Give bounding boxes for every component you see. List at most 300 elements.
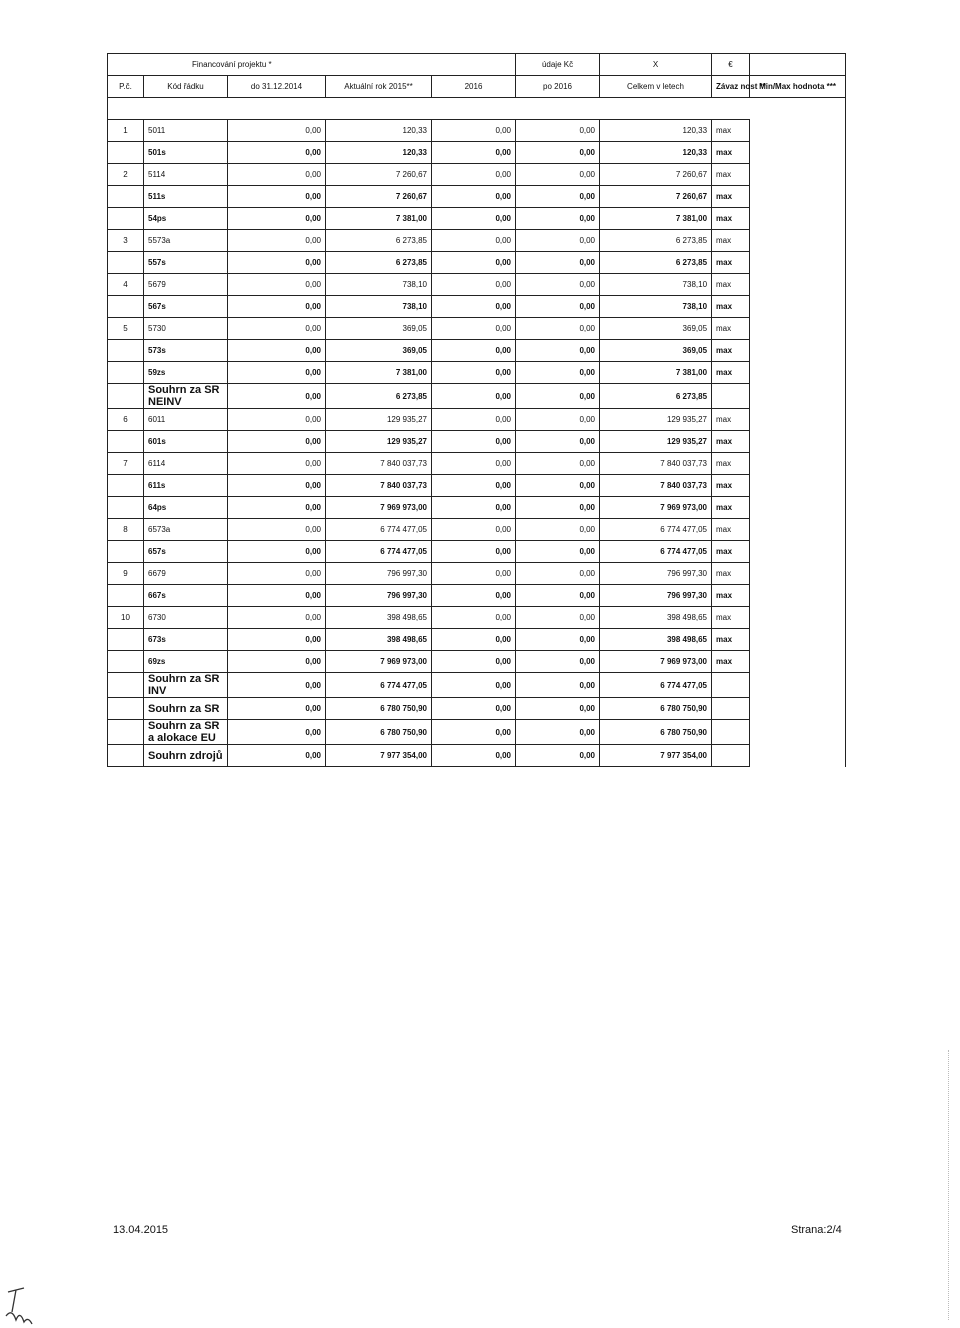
cell-po2016: 0,00 — [516, 208, 600, 230]
cell-do2014: 0,00 — [228, 629, 326, 651]
cell-minmax — [712, 698, 750, 720]
cell-pc — [108, 497, 144, 519]
cell-po2016: 0,00 — [516, 296, 600, 318]
cell-rok2015: 129 935,27 — [326, 431, 432, 453]
cell-celkem: 796 997,30 — [600, 585, 712, 607]
table-row — [108, 274, 846, 296]
cell-pc — [108, 629, 144, 651]
cell-po2016: 0,00 — [516, 120, 600, 142]
cell-kod: Souhrn zdrojů — [144, 745, 228, 767]
cell-kod: 69zs — [144, 651, 228, 673]
cell-pc: 8 — [108, 519, 144, 541]
cell-celkem: 7 840 037,73 — [600, 453, 712, 475]
scan-edge-line — [948, 1050, 950, 1320]
udaje-label: údaje Kč — [516, 54, 600, 76]
cell-celkem: 738,10 — [600, 296, 712, 318]
cell-po2016: 0,00 — [516, 340, 600, 362]
cell-pc — [108, 541, 144, 563]
cell-kod: 5011 — [144, 120, 228, 142]
table-row — [108, 296, 846, 318]
cell-do2014: 0,00 — [228, 497, 326, 519]
cell-blank — [750, 497, 846, 519]
cell-rok2015: 398 498,65 — [326, 607, 432, 629]
cell-r2016: 0,00 — [432, 745, 516, 767]
cell-celkem: 369,05 — [600, 318, 712, 340]
euro-label: € — [712, 54, 750, 76]
table-row — [108, 318, 846, 340]
cell-rok2015: 6 273,85 — [326, 252, 432, 274]
cell-r2016: 0,00 — [432, 296, 516, 318]
cell-blank — [750, 720, 846, 745]
cell-r2016: 0,00 — [432, 563, 516, 585]
cell-do2014: 0,00 — [228, 252, 326, 274]
cell-kod: Souhrn za SR NEINV — [144, 384, 228, 409]
cell-rok2015: 796 997,30 — [326, 563, 432, 585]
cell-blank — [750, 274, 846, 296]
cell-do2014: 0,00 — [228, 431, 326, 453]
cell-kod: 59zs — [144, 362, 228, 384]
table-row — [108, 362, 846, 384]
cell-rok2015: 7 969 973,00 — [326, 651, 432, 673]
table-row — [108, 164, 846, 186]
cell-pc: 1 — [108, 120, 144, 142]
table-row — [108, 431, 846, 453]
cell-kod: 5573a — [144, 230, 228, 252]
cell-pc — [108, 186, 144, 208]
col-kod: Kód řádku — [144, 76, 228, 98]
signature-mark — [2, 1286, 34, 1326]
cell-r2016: 0,00 — [432, 651, 516, 673]
cell-rok2015: 7 381,00 — [326, 208, 432, 230]
cell-r2016: 0,00 — [432, 362, 516, 384]
cell-minmax — [712, 745, 750, 767]
cell-rok2015: 796 997,30 — [326, 585, 432, 607]
cell-blank — [750, 384, 846, 409]
cell-blank — [750, 585, 846, 607]
cell-do2014: 0,00 — [228, 230, 326, 252]
table-row — [108, 698, 846, 720]
table-row — [108, 409, 846, 431]
col-2015: Aktuální rok 2015** — [326, 76, 432, 98]
cell-kod: 6679 — [144, 563, 228, 585]
cell-do2014: 0,00 — [228, 296, 326, 318]
cell-r2016: 0,00 — [432, 585, 516, 607]
table-row — [108, 252, 846, 274]
cell-pc — [108, 698, 144, 720]
cell-do2014: 0,00 — [228, 453, 326, 475]
cell-kod: 5730 — [144, 318, 228, 340]
cell-po2016: 0,00 — [516, 453, 600, 475]
cell-minmax: max — [712, 274, 750, 296]
cell-rok2015: 6 273,85 — [326, 230, 432, 252]
table-row — [108, 186, 846, 208]
cell-kod: 657s — [144, 541, 228, 563]
cell-r2016: 0,00 — [432, 186, 516, 208]
cell-po2016: 0,00 — [516, 673, 600, 698]
col-celkem: Celkem v letech — [600, 76, 712, 98]
cell-rok2015: 7 381,00 — [326, 362, 432, 384]
cell-blank — [750, 164, 846, 186]
cell-po2016: 0,00 — [516, 629, 600, 651]
cell-pc: 5 — [108, 318, 144, 340]
cell-po2016: 0,00 — [516, 745, 600, 767]
cell-po2016: 0,00 — [516, 720, 600, 745]
cell-blank — [750, 651, 846, 673]
cell-po2016: 0,00 — [516, 607, 600, 629]
cell-minmax: max — [712, 186, 750, 208]
cell-blank — [750, 607, 846, 629]
cell-minmax: max — [712, 519, 750, 541]
cell-kod: 567s — [144, 296, 228, 318]
cell-po2016: 0,00 — [516, 585, 600, 607]
cell-po2016: 0,00 — [516, 186, 600, 208]
cell-rok2015: 7 840 037,73 — [326, 475, 432, 497]
cell-minmax: max — [712, 629, 750, 651]
table-row — [108, 142, 846, 164]
cell-pc: 7 — [108, 453, 144, 475]
cell-do2014: 0,00 — [228, 186, 326, 208]
cell-celkem: 6 780 750,90 — [600, 720, 712, 745]
cell-minmax: max — [712, 409, 750, 431]
cell-blank — [750, 208, 846, 230]
cell-kod: 6114 — [144, 453, 228, 475]
cell-pc — [108, 431, 144, 453]
cell-do2014: 0,00 — [228, 720, 326, 745]
col-minmax: Min/Max hodnota *** — [750, 76, 846, 98]
cell-celkem: 6 774 477,05 — [600, 673, 712, 698]
cell-minmax: max — [712, 142, 750, 164]
cell-celkem: 7 381,00 — [600, 208, 712, 230]
cell-do2014: 0,00 — [228, 563, 326, 585]
column-header-row — [108, 76, 846, 98]
table-row — [108, 629, 846, 651]
page-title: Financování projektu * — [108, 54, 516, 76]
cell-r2016: 0,00 — [432, 541, 516, 563]
table-row — [108, 607, 846, 629]
cell-kod: 6011 — [144, 409, 228, 431]
cell-minmax: max — [712, 164, 750, 186]
cell-blank — [750, 673, 846, 698]
cell-r2016: 0,00 — [432, 230, 516, 252]
cell-celkem: 796 997,30 — [600, 563, 712, 585]
cell-pc — [108, 142, 144, 164]
cell-r2016: 0,00 — [432, 252, 516, 274]
footer-page-number: Strana:2/4 — [791, 1224, 842, 1236]
cell-blank — [750, 362, 846, 384]
table-row — [108, 453, 846, 475]
cell-pc — [108, 362, 144, 384]
cell-do2014: 0,00 — [228, 142, 326, 164]
cell-pc: 3 — [108, 230, 144, 252]
cell-pc — [108, 252, 144, 274]
cell-rok2015: 120,33 — [326, 120, 432, 142]
cell-r2016: 0,00 — [432, 519, 516, 541]
cell-pc — [108, 340, 144, 362]
cell-do2014: 0,00 — [228, 585, 326, 607]
cell-rok2015: 369,05 — [326, 340, 432, 362]
cell-minmax: max — [712, 585, 750, 607]
cell-r2016: 0,00 — [432, 431, 516, 453]
cell-celkem: 6 273,85 — [600, 384, 712, 409]
cell-blank — [750, 120, 846, 142]
cell-minmax: max — [712, 318, 750, 340]
col-pc: P.č. — [108, 76, 144, 98]
financing-sheet — [107, 53, 845, 767]
cell-pc: 6 — [108, 409, 144, 431]
cell-celkem: 369,05 — [600, 340, 712, 362]
cell-do2014: 0,00 — [228, 698, 326, 720]
cell-pc — [108, 745, 144, 767]
cell-po2016: 0,00 — [516, 142, 600, 164]
cell-celkem: 129 935,27 — [600, 409, 712, 431]
cell-rok2015: 7 260,67 — [326, 164, 432, 186]
cell-celkem: 129 935,27 — [600, 431, 712, 453]
table-row — [108, 745, 846, 767]
cell-pc — [108, 673, 144, 698]
cell-blank — [750, 340, 846, 362]
cell-rok2015: 6 273,85 — [326, 384, 432, 409]
cell-do2014: 0,00 — [228, 475, 326, 497]
cell-pc — [108, 651, 144, 673]
cell-do2014: 0,00 — [228, 120, 326, 142]
cell-r2016: 0,00 — [432, 607, 516, 629]
cell-kod: Souhrn za SR INV — [144, 673, 228, 698]
cell-blank — [750, 142, 846, 164]
cell-kod: 601s — [144, 431, 228, 453]
cell-minmax: max — [712, 651, 750, 673]
cell-kod: 6573a — [144, 519, 228, 541]
cell-blank — [750, 318, 846, 340]
cell-minmax: max — [712, 475, 750, 497]
col-do2014: do 31.12.2014 — [228, 76, 326, 98]
cell-do2014: 0,00 — [228, 384, 326, 409]
cell-minmax: max — [712, 208, 750, 230]
cell-r2016: 0,00 — [432, 164, 516, 186]
cell-kod: 511s — [144, 186, 228, 208]
cell-po2016: 0,00 — [516, 362, 600, 384]
table-row — [108, 673, 846, 698]
cell-rok2015: 129 935,27 — [326, 409, 432, 431]
cell-rok2015: 7 260,67 — [326, 186, 432, 208]
cell-celkem: 7 969 973,00 — [600, 651, 712, 673]
cell-rok2015: 369,05 — [326, 318, 432, 340]
cell-minmax: max — [712, 497, 750, 519]
gap-row — [108, 98, 846, 120]
table-row — [108, 541, 846, 563]
cell-r2016: 0,00 — [432, 698, 516, 720]
cell-po2016: 0,00 — [516, 431, 600, 453]
cell-blank — [750, 431, 846, 453]
cell-do2014: 0,00 — [228, 607, 326, 629]
cell-blank — [750, 230, 846, 252]
table-row — [108, 585, 846, 607]
cell-r2016: 0,00 — [432, 475, 516, 497]
cell-blank — [750, 745, 846, 767]
cell-celkem: 7 977 354,00 — [600, 745, 712, 767]
cell-rok2015: 738,10 — [326, 296, 432, 318]
cell-rok2015: 7 977 354,00 — [326, 745, 432, 767]
cell-blank — [750, 475, 846, 497]
cell-kod: 501s — [144, 142, 228, 164]
table-row — [108, 497, 846, 519]
cell-minmax: max — [712, 252, 750, 274]
cell-po2016: 0,00 — [516, 409, 600, 431]
table-row — [108, 519, 846, 541]
cell-celkem: 6 273,85 — [600, 230, 712, 252]
cell-blank — [750, 409, 846, 431]
cell-r2016: 0,00 — [432, 120, 516, 142]
cell-pc: 9 — [108, 563, 144, 585]
cell-do2014: 0,00 — [228, 651, 326, 673]
cell-rok2015: 6 780 750,90 — [326, 720, 432, 745]
cell-minmax: max — [712, 541, 750, 563]
cell-po2016: 0,00 — [516, 318, 600, 340]
cell-r2016: 0,00 — [432, 673, 516, 698]
cell-minmax: max — [712, 431, 750, 453]
cell-minmax: max — [712, 230, 750, 252]
cell-blank — [750, 563, 846, 585]
cell-kod: 611s — [144, 475, 228, 497]
cell-r2016: 0,00 — [432, 142, 516, 164]
cell-blank — [750, 698, 846, 720]
cell-r2016: 0,00 — [432, 340, 516, 362]
cell-minmax — [712, 673, 750, 698]
cell-r2016: 0,00 — [432, 453, 516, 475]
table-row — [108, 651, 846, 673]
blank-cell — [750, 54, 846, 76]
udaje-mark: X — [600, 54, 712, 76]
cell-blank — [750, 629, 846, 651]
cell-celkem: 6 774 477,05 — [600, 541, 712, 563]
cell-kod: 5679 — [144, 274, 228, 296]
cell-celkem: 6 273,85 — [600, 252, 712, 274]
cell-minmax: max — [712, 607, 750, 629]
table-row — [108, 384, 846, 409]
col-2016: 2016 — [432, 76, 516, 98]
cell-pc — [108, 720, 144, 745]
cell-rok2015: 6 780 750,90 — [326, 698, 432, 720]
cell-r2016: 0,00 — [432, 208, 516, 230]
cell-celkem: 7 840 037,73 — [600, 475, 712, 497]
cell-minmax: max — [712, 296, 750, 318]
cell-rok2015: 6 774 477,05 — [326, 673, 432, 698]
cell-r2016: 0,00 — [432, 274, 516, 296]
cell-pc: 2 — [108, 164, 144, 186]
cell-celkem: 120,33 — [600, 120, 712, 142]
cell-pc — [108, 384, 144, 409]
cell-po2016: 0,00 — [516, 651, 600, 673]
cell-kod: 54ps — [144, 208, 228, 230]
cell-pc: 4 — [108, 274, 144, 296]
cell-po2016: 0,00 — [516, 384, 600, 409]
cell-minmax — [712, 720, 750, 745]
cell-r2016: 0,00 — [432, 629, 516, 651]
cell-minmax — [712, 384, 750, 409]
cell-do2014: 0,00 — [228, 362, 326, 384]
cell-blank — [750, 453, 846, 475]
cell-po2016: 0,00 — [516, 497, 600, 519]
cell-kod: 6730 — [144, 607, 228, 629]
cell-rok2015: 738,10 — [326, 274, 432, 296]
cell-minmax: max — [712, 453, 750, 475]
cell-kod: 557s — [144, 252, 228, 274]
cell-celkem: 7 260,67 — [600, 164, 712, 186]
cell-do2014: 0,00 — [228, 318, 326, 340]
cell-pc: 10 — [108, 607, 144, 629]
cell-minmax: max — [712, 362, 750, 384]
cell-do2014: 0,00 — [228, 208, 326, 230]
cell-minmax: max — [712, 563, 750, 585]
table-row — [108, 230, 846, 252]
cell-blank — [750, 186, 846, 208]
cell-kod: 673s — [144, 629, 228, 651]
cell-r2016: 0,00 — [432, 720, 516, 745]
cell-celkem: 738,10 — [600, 274, 712, 296]
cell-minmax: max — [712, 340, 750, 362]
cell-po2016: 0,00 — [516, 563, 600, 585]
cell-do2014: 0,00 — [228, 673, 326, 698]
cell-rok2015: 120,33 — [326, 142, 432, 164]
cell-po2016: 0,00 — [516, 698, 600, 720]
cell-rok2015: 6 774 477,05 — [326, 519, 432, 541]
cell-blank — [750, 541, 846, 563]
cell-r2016: 0,00 — [432, 318, 516, 340]
cell-r2016: 0,00 — [432, 497, 516, 519]
cell-celkem: 6 780 750,90 — [600, 698, 712, 720]
table-row — [108, 563, 846, 585]
table-row — [108, 208, 846, 230]
cell-r2016: 0,00 — [432, 384, 516, 409]
cell-do2014: 0,00 — [228, 541, 326, 563]
cell-rok2015: 7 840 037,73 — [326, 453, 432, 475]
cell-rok2015: 6 774 477,05 — [326, 541, 432, 563]
cell-po2016: 0,00 — [516, 252, 600, 274]
cell-po2016: 0,00 — [516, 475, 600, 497]
cell-celkem: 120,33 — [600, 142, 712, 164]
cell-r2016: 0,00 — [432, 409, 516, 431]
cell-minmax: max — [712, 120, 750, 142]
title-row — [108, 54, 846, 76]
cell-do2014: 0,00 — [228, 745, 326, 767]
cell-pc — [108, 296, 144, 318]
table-row — [108, 720, 846, 745]
cell-do2014: 0,00 — [228, 519, 326, 541]
cell-rok2015: 7 969 973,00 — [326, 497, 432, 519]
table-row — [108, 340, 846, 362]
col-zavaznost: Závaz nost ** — [712, 76, 750, 98]
cell-celkem: 7 381,00 — [600, 362, 712, 384]
cell-kod: 64ps — [144, 497, 228, 519]
cell-celkem: 398 498,65 — [600, 629, 712, 651]
financing-table — [107, 53, 846, 767]
cell-do2014: 0,00 — [228, 409, 326, 431]
cell-celkem: 7 969 973,00 — [600, 497, 712, 519]
cell-kod: 573s — [144, 340, 228, 362]
cell-celkem: 6 774 477,05 — [600, 519, 712, 541]
cell-kod: 5114 — [144, 164, 228, 186]
cell-pc — [108, 585, 144, 607]
cell-do2014: 0,00 — [228, 274, 326, 296]
table-row — [108, 120, 846, 142]
cell-blank — [750, 296, 846, 318]
table-row — [108, 475, 846, 497]
cell-do2014: 0,00 — [228, 164, 326, 186]
cell-celkem: 7 260,67 — [600, 186, 712, 208]
cell-po2016: 0,00 — [516, 164, 600, 186]
cell-do2014: 0,00 — [228, 340, 326, 362]
cell-po2016: 0,00 — [516, 519, 600, 541]
cell-pc — [108, 208, 144, 230]
